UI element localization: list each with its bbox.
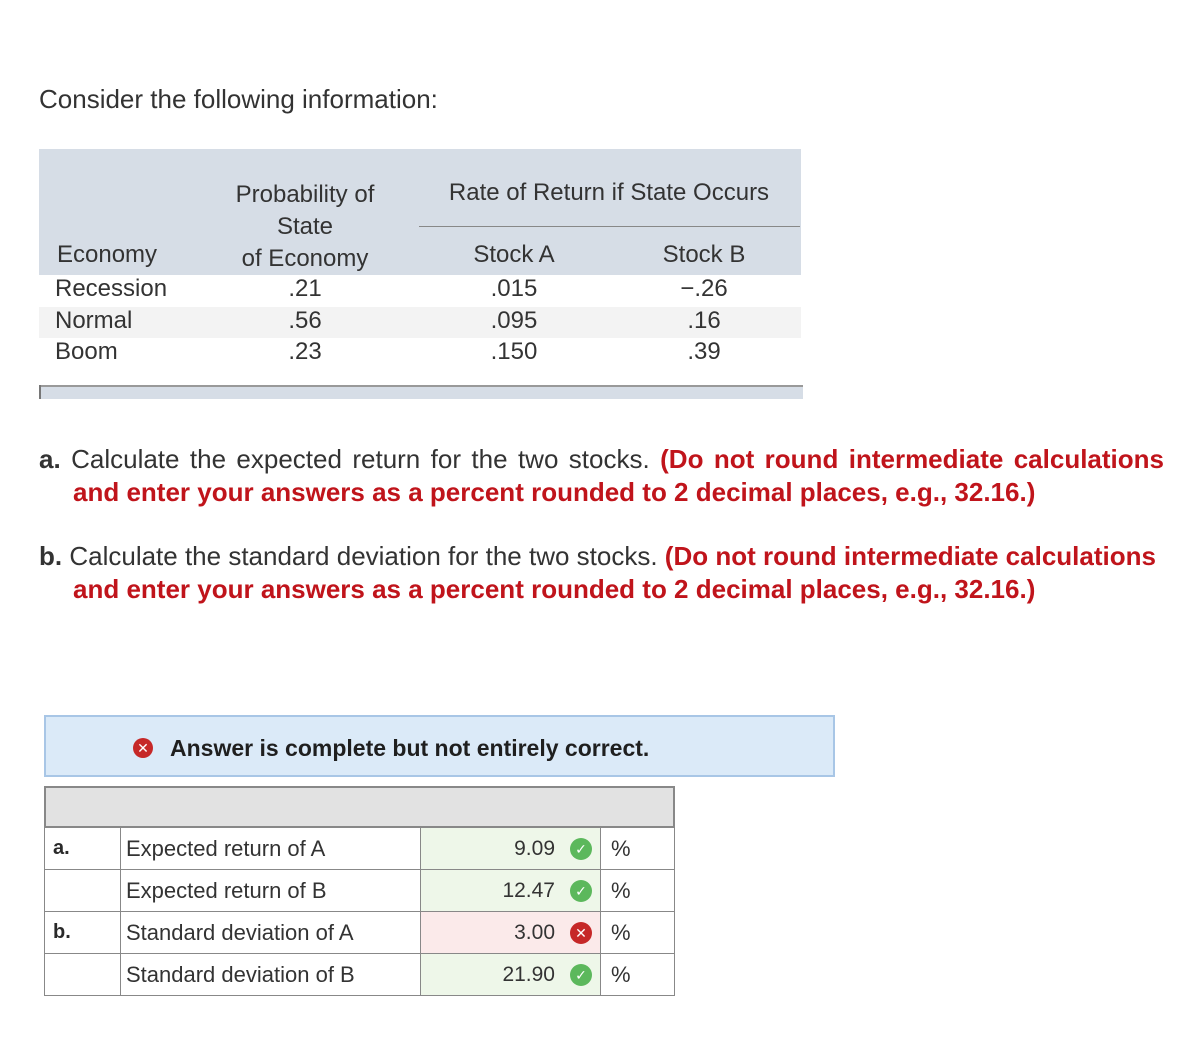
question-a-label: a. <box>39 444 61 474</box>
economy-cell: Normal <box>55 307 133 334</box>
header-economy: Economy <box>57 241 158 268</box>
question-a-text: Calculate the expected return for the two stocks. <box>71 444 650 474</box>
question-a <box>39 443 1164 508</box>
answer-label: Expected return of B <box>121 870 421 911</box>
answer-table <box>44 786 675 995</box>
expected-return-b-input[interactable] <box>421 870 601 911</box>
answer-label: Standard deviation of A <box>121 912 421 953</box>
question-b-text: Calculate the standard deviation for the two stocks. <box>69 541 658 571</box>
result-banner-text: Answer is complete but not entirely correct. <box>170 735 650 761</box>
section-label: b. <box>45 912 121 953</box>
header-rate-of-return: Rate of Return if State Occurs <box>448 179 770 206</box>
question-b <box>39 540 1164 605</box>
answer-table-header <box>44 786 675 828</box>
check-circle-icon: ✓ <box>570 838 592 860</box>
stock-b-cell: .16 <box>687 307 721 334</box>
table-row <box>44 870 675 912</box>
table-row <box>44 828 675 870</box>
x-circle-icon: ✕ <box>570 922 592 944</box>
stock-b-cell: −.26 <box>680 275 728 302</box>
std-dev-b-input[interactable] <box>421 954 601 995</box>
header-divider <box>419 226 800 227</box>
section-label: a. <box>45 828 121 869</box>
stock-a-cell: .015 <box>490 275 538 302</box>
footer-edge <box>39 385 41 399</box>
economy-cell: Boom <box>55 338 118 365</box>
answer-label: Expected return of A <box>121 828 421 869</box>
check-circle-icon: ✓ <box>570 964 592 986</box>
probability-cell: .56 <box>288 307 322 334</box>
answer-value: 21.90 <box>502 963 555 986</box>
section-label <box>45 870 121 911</box>
probability-cell: .23 <box>288 338 322 365</box>
returns-table-footer <box>39 385 803 399</box>
answer-value: 12.47 <box>502 879 555 902</box>
section-label <box>45 954 121 995</box>
unit-label: % <box>611 878 631 903</box>
stock-a-cell: .150 <box>490 338 538 365</box>
probability-cell: .21 <box>288 275 322 302</box>
expected-return-a-input[interactable] <box>421 828 601 869</box>
answer-value: 3.00 <box>514 921 555 944</box>
returns-table <box>39 149 801 396</box>
question-b-hint: (Do not round intermediate calculations and enter your answers as a percent rounded to 2 decimal places, e.g., 32.16.) <box>73 541 1156 604</box>
economy-cell: Recession <box>55 275 168 302</box>
stock-b-cell: .39 <box>687 338 721 365</box>
question-b-label: b. <box>39 541 63 571</box>
unit-label: % <box>611 962 631 987</box>
table-row <box>39 275 801 306</box>
answer-label: Standard deviation of B <box>121 954 421 995</box>
header-stock-b: Stock B <box>662 241 746 268</box>
x-circle-icon: ✕ <box>133 738 153 758</box>
result-banner <box>44 715 835 777</box>
table-row <box>39 338 801 369</box>
table-row <box>44 912 675 954</box>
unit-label: % <box>611 836 631 861</box>
answer-value: 9.09 <box>514 837 555 860</box>
table-row <box>44 954 675 996</box>
header-probability: Probability of State of Economy <box>235 181 375 272</box>
question-a-hint: (Do not round intermediate calculations and enter your answers as a percent rounded to 2 decimal places, e.g., 32.16.) <box>73 444 1164 507</box>
check-circle-icon: ✓ <box>570 880 592 902</box>
stock-a-cell: .095 <box>490 307 538 334</box>
table-row <box>39 307 801 338</box>
std-dev-a-input[interactable] <box>421 912 601 953</box>
intro-text: Consider the following information: <box>39 84 438 114</box>
header-stock-a: Stock A <box>473 241 555 268</box>
unit-label: % <box>611 920 631 945</box>
